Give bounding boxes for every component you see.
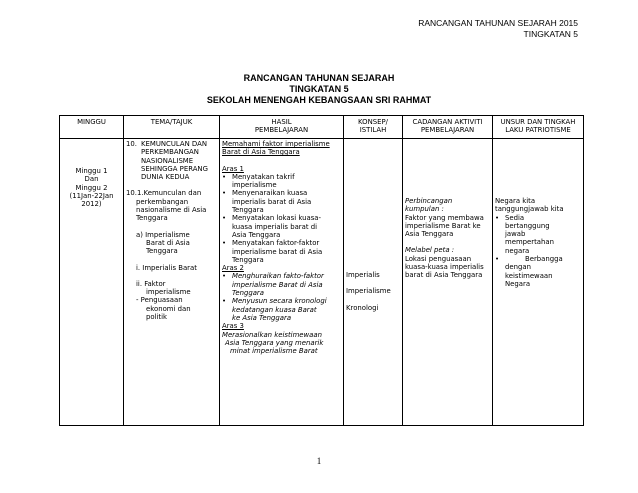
cell-tema: 10. KEMUNCULAN DAN PERKEMBANGAN NASIONALISME SEHINGGA PERANG DUNIA KEDUA 10.1.Kemunculan dan perkembangan nasionalisme di Asia Tenggara a) Imperialisme Barat di Asia Tenggara i. Imperialis Barat ii. Faktor imperialisme - Penguasaan ekonomi dan politik bbox=[124, 139, 220, 426]
cell-konsep: Imperialis Imperialisme Kronologi bbox=[344, 139, 403, 426]
title-line-2: TINGKATAN 5 bbox=[289, 84, 349, 94]
header-konsep: KONSEP/ ISTILAH bbox=[344, 116, 403, 139]
header-unsur: UNSUR DAN TINGKAH LAKU PATRIOTISME bbox=[493, 116, 584, 139]
header-minggu: MINGGU bbox=[60, 116, 124, 139]
header-line-1: RANCANGAN TAHUNAN SEJARAH 2015 bbox=[418, 18, 578, 28]
title-line-1: RANCANGAN TAHUNAN SEJARAH bbox=[243, 73, 395, 83]
header-tema: TEMA/TAJUK bbox=[124, 116, 220, 139]
document-title bbox=[0, 73, 638, 106]
table-header-row bbox=[60, 116, 584, 139]
header-cadangan: CADANGAN AKTIVITI PEMBELAJARAN bbox=[403, 116, 493, 139]
cell-minggu: Minggu 1 Dan Minggu 2 (11Jan-22Jan 2012) bbox=[60, 139, 124, 426]
cell-unsur: Negara kita tanggungjawab kita • Sedia bertanggung jawab mempertahan negara • Berbangga dengan keistimewaan Negara bbox=[493, 139, 584, 426]
document-header bbox=[418, 18, 578, 40]
cell-cadangan: Perbincangan kumpulan : Faktor yang membawa imperialisme Barat ke Asia Tenggara Melabel peta : Lokasi penguasaan kuasa-kuasa imperialis barat di Asia Tenggara bbox=[403, 139, 493, 426]
plan-table bbox=[59, 115, 584, 426]
header-hasil: HASIL PEMBELAJARAN bbox=[220, 116, 344, 139]
title-line-3: SEKOLAH MENENGAH KEBANGSAAN SRI RAHMAT bbox=[206, 95, 432, 105]
header-line-2: TINGKATAN 5 bbox=[523, 29, 578, 39]
page-number: 1 bbox=[316, 456, 322, 466]
table-row bbox=[60, 139, 584, 426]
cell-hasil: Memahami faktor imperialisme Barat di Asia Tenggara Aras 1 • Menyatakan takrif imperialisme • Menyenaraikan kuasa imperialis barat di Asia Tenggara • Menyatakan lokasi kuasa- kuasa imperialis barat di Asia Tenggara • Menyatakan faktor-faktor imperialisme barat di Asia Tenggara Aras 2 • Menghuraikan fakto-faktor imperialisme Barat di Asia Tenggara • Menyusun secara kronologi kedatangan kuasa Barat ke Asia Tenggara Aras 3 Merasionalkan keistimewaan Asia Tenggara yang menarik minat imperialisme Barat bbox=[220, 139, 344, 426]
